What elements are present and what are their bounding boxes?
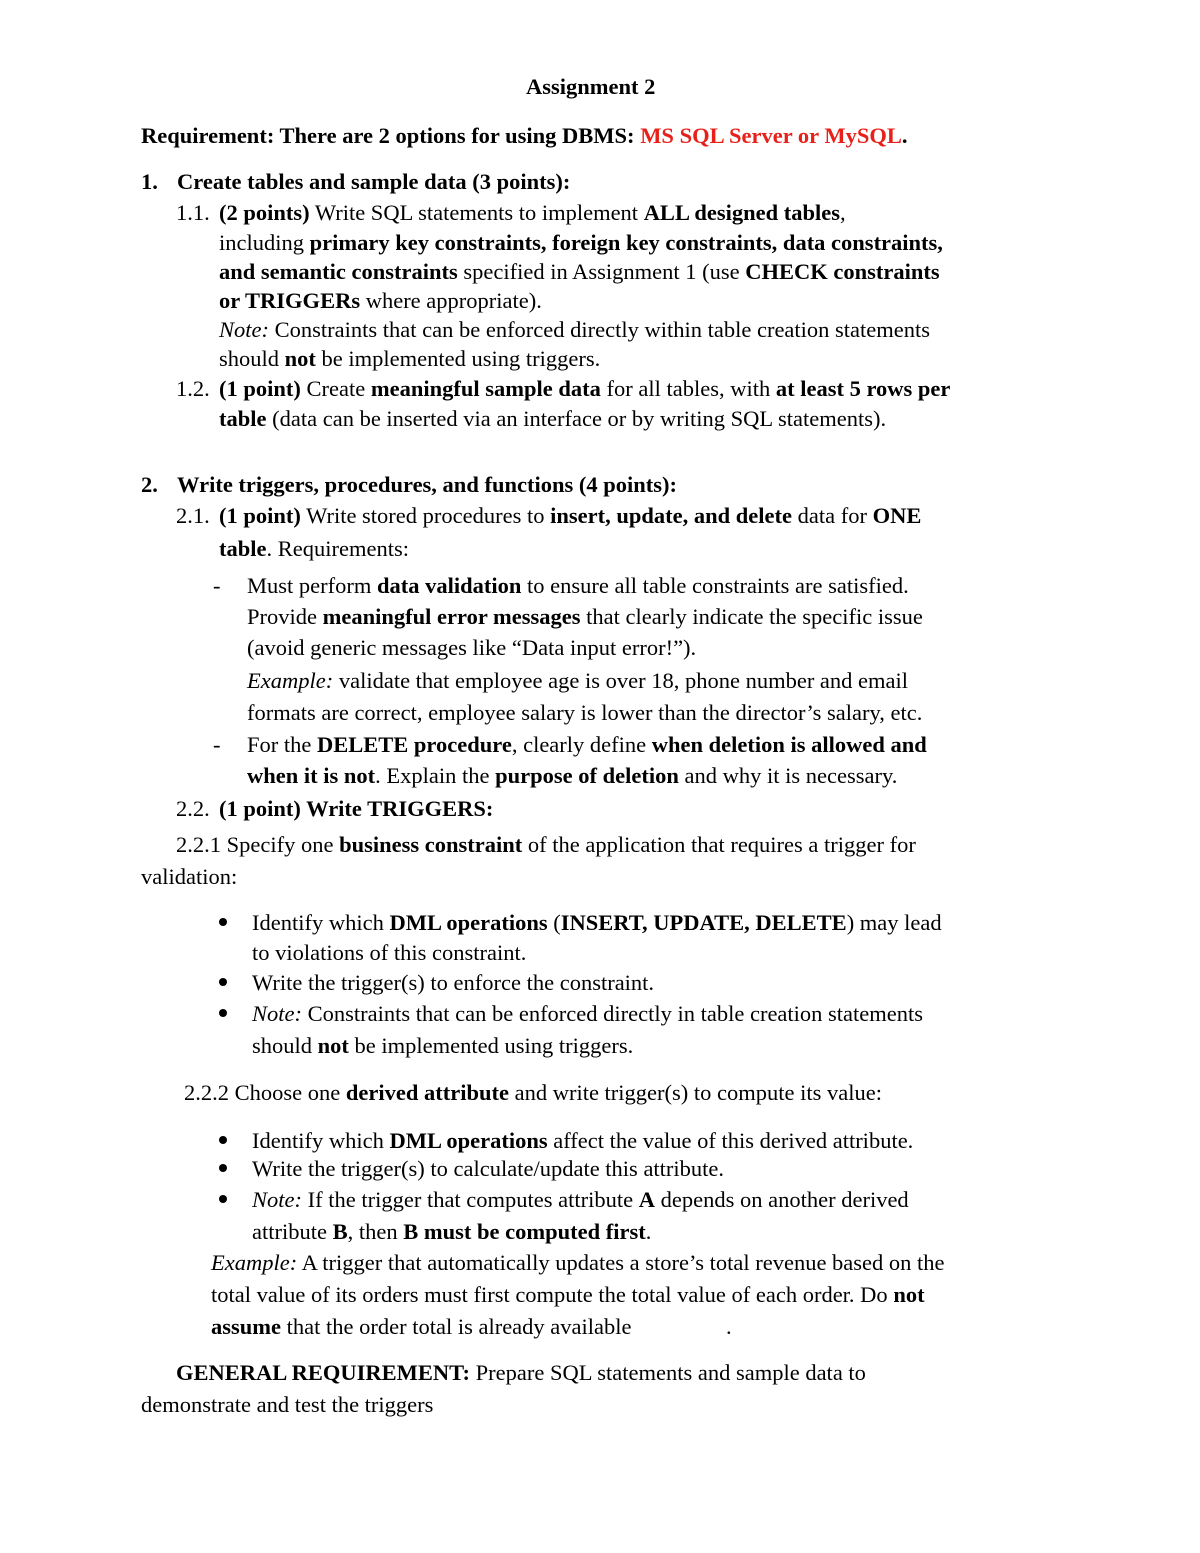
text: Prepare SQL statements and sample data to [470,1360,866,1385]
emphasis: data validation [376,573,522,598]
points-label: (1 point) [219,503,301,528]
item-2-2-heading: (1 point) Write TRIGGERS: [219,796,494,821]
text: of the application that requires a trigger for [522,832,916,857]
item-2-1-line-2 [219,538,409,561]
item-1-1-number: 1.1. [176,200,210,225]
text: Write SQL statements to implement [309,200,644,225]
bullet-dot [219,1009,227,1017]
general-requirement-line-1 [176,1362,866,1385]
s221-bullet-3-line-2 [252,1035,633,1058]
item-1-1-note-line-1 [219,319,930,342]
item-2-2-number: 2.2. [176,796,210,821]
s221-bullet-1-line-2: to violations of this constraint. [252,940,527,965]
emphasis: A [638,1187,656,1212]
emphasis: DELETE procedure [317,732,512,757]
item-1-2-number: 1.2. [176,376,210,401]
item-1-1-line-3 [219,261,940,284]
s222-bullet-3-line-1 [252,1189,909,1212]
requirement-line [141,125,908,148]
text: If the trigger that computes attribute [302,1187,639,1212]
text: Identify which [252,1128,390,1153]
emphasis: when it is not [247,763,376,788]
text: should [252,1033,318,1058]
text: total value of its orders must first compute the total value of each order. Do [211,1282,894,1307]
bullet-dot [219,918,227,926]
text: data for [792,503,873,528]
validation-line-2 [247,606,923,629]
text: specified in Assignment 1 (use [457,259,746,284]
text: . [645,1219,652,1244]
emphasis: ALL designed tables [643,200,840,225]
emphasis: INSERT, UPDATE, DELETE [560,910,847,935]
item-2-1-line-1 [219,505,921,528]
emphasis: B must be computed first [403,1219,646,1244]
s222-example-period: . [726,1314,732,1339]
dash-bullet: - [213,573,221,598]
text: Identify which [252,910,390,935]
emphasis: DML operations [389,910,548,935]
text: ( [547,910,561,935]
emphasis: or TRIGGERs [219,288,361,313]
points-label: (1 point) [219,376,301,401]
item-1-1-note-line-2 [219,348,600,371]
emphasis: CHECK constraints [745,259,940,284]
emphasis: DML operations [389,1128,548,1153]
validation-example-line-1 [247,670,908,693]
item-2-2-1-line-2: validation: [141,864,238,889]
validation-line-3: (avoid generic messages like “Data input error!”). [247,635,697,660]
s222-bullet-2: Write the trigger(s) to calculate/update this attribute. [252,1156,725,1181]
item-2-1-number: 2.1. [176,503,210,528]
text: attribute [252,1219,333,1244]
s222-bullet-1 [252,1130,913,1153]
example-label: Example: [247,668,334,693]
section-2-heading: Write triggers, procedures, and functions (4 points): [177,472,677,497]
validation-line-1 [247,575,909,598]
emphasis: derived attribute [345,1080,509,1105]
text: and write trigger(s) to compute its value: [508,1080,882,1105]
s222-bullet-3-line-2 [252,1221,651,1244]
text: Constraints that can be enforced directly in table creation statements [302,1001,924,1026]
item-2-2-2-line-1 [184,1082,882,1105]
emphasis: and semantic constraints [219,259,458,284]
emphasis: insert, update, and delete [550,503,792,528]
s221-bullet-3-line-1 [252,1003,923,1026]
item-1-1-line-4 [219,290,542,313]
text: . Explain the [375,763,496,788]
emphasis: purpose of deletion [495,763,679,788]
s222-example-line-1 [211,1252,945,1275]
emphasis: meaningful error messages [322,604,581,629]
text: including [219,230,310,255]
text: affect the value of this derived attribute. [547,1128,914,1153]
text: A trigger that automatically updates a store’s total revenue based on the [297,1250,945,1275]
text: Must perform [247,573,377,598]
text: 2.2.2 Choose one [184,1080,346,1105]
emphasis: not [893,1282,925,1307]
s221-bullet-2: Write the trigger(s) to enforce the constraint. [252,970,655,995]
section-1-heading: Create tables and sample data (3 points): [177,169,571,194]
text: and why it is necessary. [678,763,898,788]
text: (data can be inserted via an interface or by writing SQL statements). [266,406,887,431]
emphasis: not [284,346,316,371]
text: For the [247,732,317,757]
text: depends on another derived [655,1187,909,1212]
item-1-1-line-2 [219,232,943,255]
text: , [839,200,846,225]
points-label: (2 points) [219,200,310,225]
text: , then [347,1219,404,1244]
requirement-text: Requirement: There are 2 options for using DBMS: [141,123,641,148]
example-label: Example: [211,1250,298,1275]
item-2-2-1-line-1 [176,834,916,857]
text: that clearly indicate the specific issue [580,604,923,629]
general-requirement-line-2: demonstrate and test the triggers [141,1392,434,1417]
bullet-dot [219,1195,227,1203]
item-1-2-line-1 [219,378,950,401]
validation-example-line-2: formats are correct, employee salary is lower than the director’s salary, etc. [247,700,923,725]
emphasis: business constraint [339,832,523,857]
s221-bullet-1-line-1 [252,912,942,935]
text: Provide [247,604,323,629]
text: where appropriate). [360,288,542,313]
section-2-number: 2. [141,472,158,497]
emphasis: ONE [872,503,922,528]
section-1-number: 1. [141,169,158,194]
emphasis: meaningful sample data [370,376,601,401]
general-requirement-label: GENERAL REQUIREMENT: [176,1360,470,1385]
text: that the order total is already available [281,1314,632,1339]
dbms-options: MS SQL Server or MySQL [640,123,902,148]
requirement-period: . [901,123,908,148]
text: , clearly define [511,732,652,757]
bullet-dot [219,1164,227,1172]
text: validate that employee age is over 18, phone number and email [333,668,909,693]
text: Write stored procedures to [300,503,551,528]
emphasis: table [219,406,267,431]
bullet-dot [219,978,227,986]
emphasis: B [332,1219,348,1244]
delete-line-1 [247,734,927,757]
emphasis: primary key constraints, foreign key constraints, data constraints, [309,230,943,255]
note-label: Note: [252,1001,302,1026]
s222-example-line-2 [211,1284,925,1307]
text: . Requirements: [266,536,409,561]
delete-line-2 [247,765,897,788]
item-1-2-line-2 [219,408,886,431]
emphasis: at least 5 rows per [775,376,951,401]
emphasis: table [219,536,267,561]
text: be implemented using triggers. [348,1033,634,1058]
text: be implemented using triggers. [315,346,601,371]
text: 2.2.1 Specify one [176,832,340,857]
document-title: Assignment 2 [526,74,656,99]
note-label: Note: [219,317,269,342]
dash-bullet: - [213,732,221,757]
text: ) may lead [846,910,942,935]
text: Create [300,376,371,401]
text: should [219,346,285,371]
s222-example-line-3 [211,1316,632,1339]
text: Constraints that can be enforced directly within table creation statements [269,317,931,342]
text: to ensure all table constraints are satisfied. [521,573,909,598]
item-1-1-line-1 [219,202,846,225]
bullet-dot [219,1136,227,1144]
emphasis: when deletion is allowed and [651,732,927,757]
note-label: Note: [252,1187,302,1212]
emphasis: assume [211,1314,282,1339]
emphasis: not [317,1033,349,1058]
text: for all tables, with [600,376,776,401]
